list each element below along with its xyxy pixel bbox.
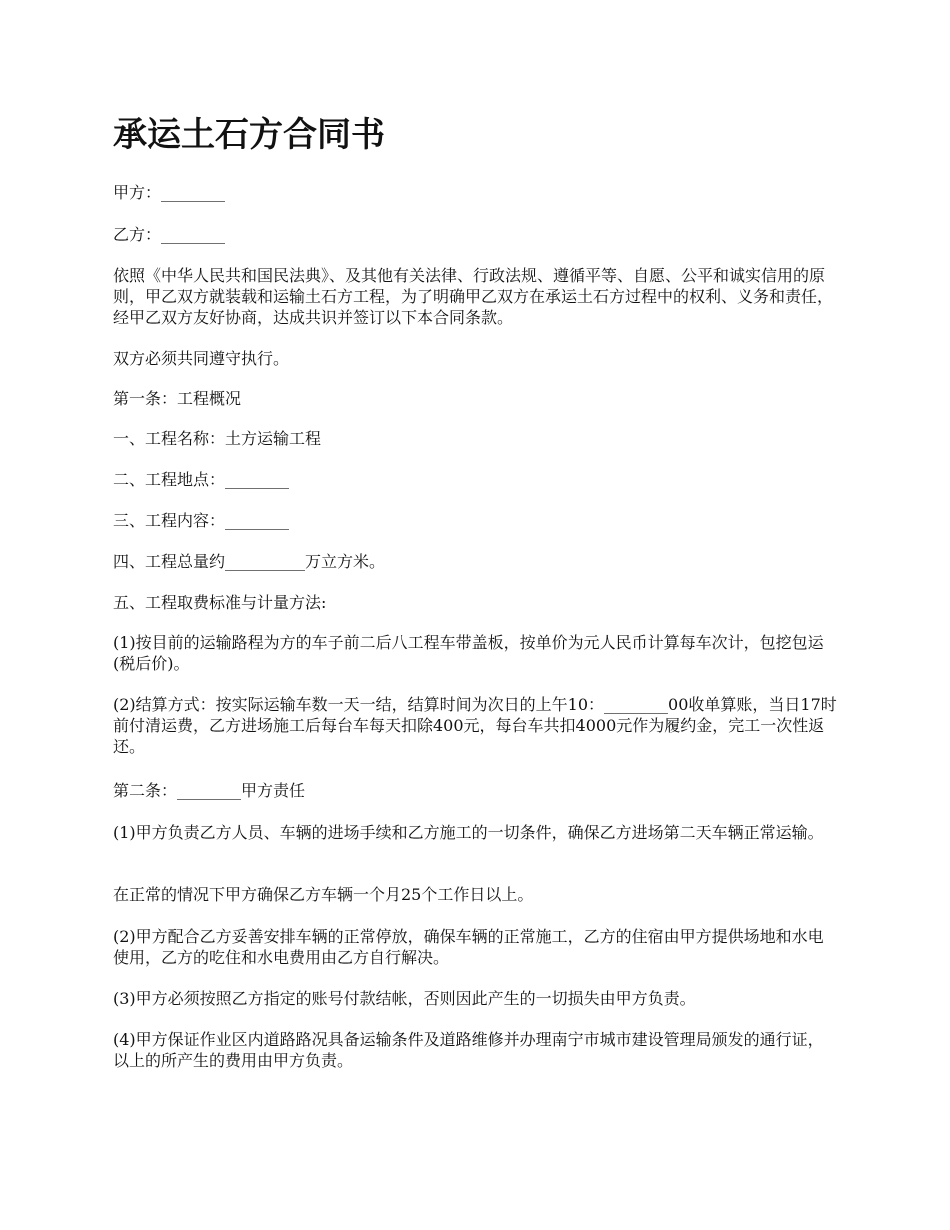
article-1-heading: 第一条：工程概况 [113,389,242,408]
preamble-paragraph: 依照《中华人民共和国民法典》、及其他有关法律、行政法规、遵循平等、自愿、公平和诚实信用的原则，甲乙双方就装载和运输土石方工程，为了明确甲乙双方在承运土石方过程中的权利、义务和责任，经甲乙双方友好协商，达成共识并签订以下本合同条款。 [113,266,834,327]
fee-standard-heading: 五、工程取费标准与计量方法: [113,593,327,612]
party-a-duty-4: (4)甲方保证作业区内道路路况具备运输条件及道路维修并办理南宁市城市建设管理局颁发的通行证，以上的所产生的费用由甲方负责。 [113,1030,824,1070]
compliance-paragraph: 双方必须共同遵守执行。 [113,349,290,368]
article-2-heading: 第二条：________甲方责任 [113,781,306,800]
project-name-line: 一、工程名称：土方运输工程 [113,429,322,448]
party-a-duty-3: (3)甲方必须按照乙方指定的账号付款结帐，否则因此产生的一切损失由甲方负责。 [113,989,696,1008]
working-days-line: 在正常的情况下甲方确保乙方车辆一个月25个工作日以上。 [113,885,534,904]
document-title: 承运土石方合同书 [113,115,385,155]
project-volume-line: 四、工程总量约__________万立方米。 [113,552,386,571]
party-a-line: 甲方：________ [113,183,226,202]
fee-clause-2: (2)结算方式：按实际运输车数一天一结，结算时间为次日的上午10：________00收单算账，当日17时前付清运费，乙方进场施工后每台车每天扣除400元，每台车共扣4000元作为履约金，完工一次性返还。 [113,695,837,756]
project-content-line: 三、工程内容：________ [113,511,290,530]
fee-clause-1: (1)按目前的运输路程为方的车子前二后八工程车带盖板，按单价为元人民币计算每车次计，包挖包运(税后价)。 [113,633,824,673]
party-b-line: 乙方：________ [113,225,226,244]
party-a-duty-1: (1)甲方负责乙方人员、车辆的进场手续和乙方施工的一切条件，确保乙方进场第二天车辆正常运输。 [113,823,824,842]
project-location-line: 二、工程地点：________ [113,470,290,489]
party-a-duty-2: (2)甲方配合乙方妥善安排车辆的正常停放，确保车辆的正常施工，乙方的住宿由甲方提供场地和水电使用，乙方的吃住和水电费用由乙方自行解决。 [113,927,824,967]
